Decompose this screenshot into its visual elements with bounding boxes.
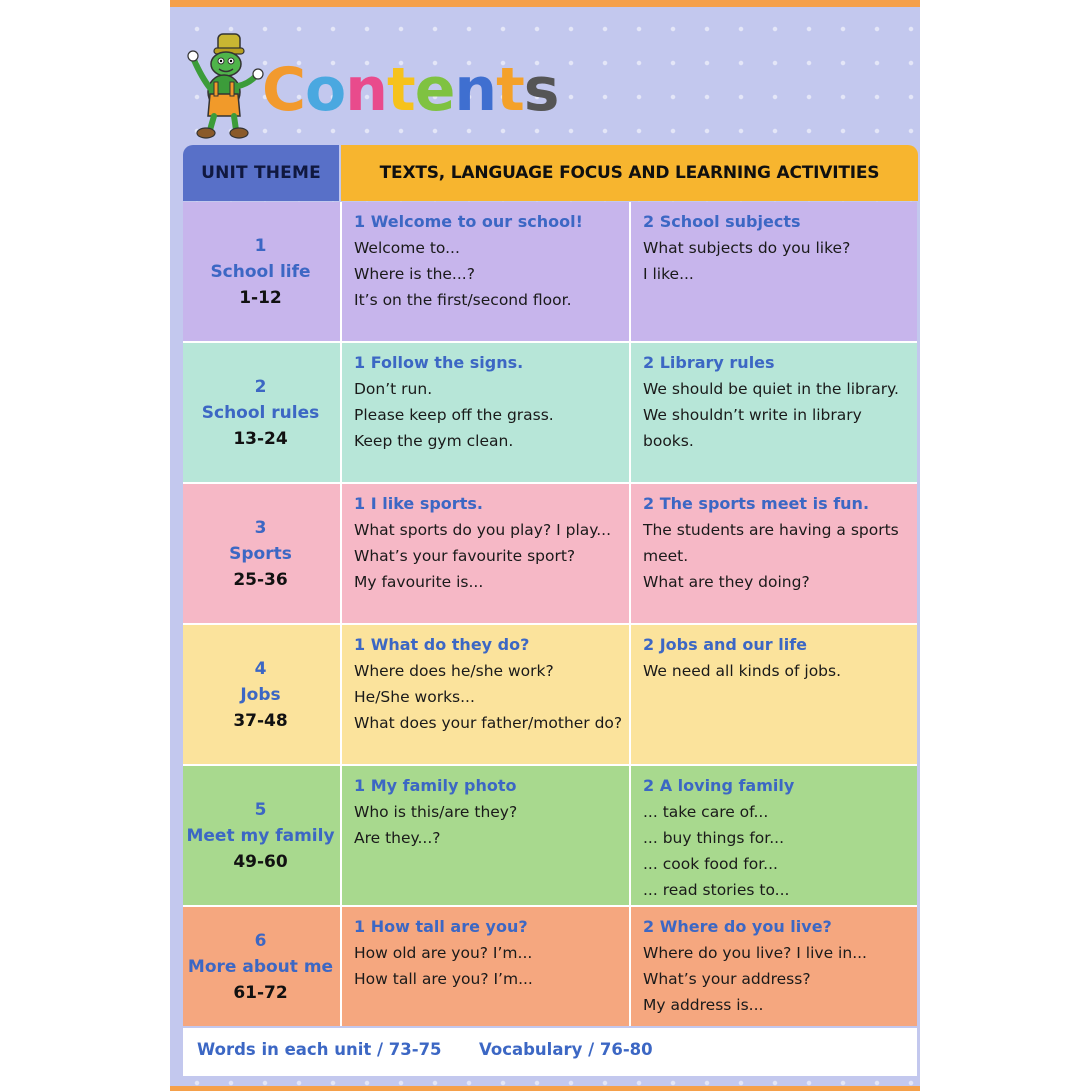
lesson-line: Where is the...? bbox=[354, 265, 475, 283]
title-letter: t bbox=[387, 55, 415, 125]
lesson-line: Don’t run. bbox=[354, 380, 433, 398]
lesson-cell[interactable] bbox=[629, 907, 917, 1026]
title-letter: n bbox=[345, 55, 387, 125]
unit-number: 3 bbox=[254, 517, 267, 538]
lesson-line: How old are you? I’m... bbox=[354, 944, 533, 962]
lesson-cell[interactable] bbox=[340, 202, 627, 341]
lesson-line: Welcome to... bbox=[354, 239, 460, 257]
lesson-line: ... read stories to... bbox=[643, 881, 790, 899]
lesson-line: Keep the gym clean. bbox=[354, 432, 514, 450]
lesson-title: 2 Where do you live? bbox=[643, 917, 832, 936]
unit-pages: 49-60 bbox=[233, 851, 288, 872]
unit-name: Sports bbox=[229, 543, 292, 564]
footer-vocabulary-link[interactable]: Vocabulary / 76-80 bbox=[479, 1040, 653, 1059]
unit-pages: 25-36 bbox=[233, 569, 288, 590]
lesson-line: What does your father/mother do? bbox=[354, 714, 623, 732]
lesson-title: 1 My family photo bbox=[354, 776, 517, 795]
unit-row-1 bbox=[183, 202, 917, 341]
lesson-cell[interactable] bbox=[629, 625, 917, 764]
unit-cell[interactable] bbox=[183, 202, 338, 341]
lesson-line: It’s on the first/second floor. bbox=[354, 291, 572, 309]
unit-name: Jobs bbox=[240, 684, 281, 705]
lesson-title: 1 I like sports. bbox=[354, 494, 483, 513]
lesson-line: My address is... bbox=[643, 996, 764, 1014]
header-unit-theme: UNIT THEME bbox=[183, 145, 339, 201]
unit-row-3 bbox=[183, 484, 917, 623]
unit-pages: 13-24 bbox=[233, 428, 288, 449]
lesson-title: 2 Jobs and our life bbox=[643, 635, 808, 654]
lesson-title: 1 What do they do? bbox=[354, 635, 530, 654]
footer-words-link[interactable]: Words in each unit / 73-75 bbox=[197, 1040, 442, 1059]
unit-row-6 bbox=[183, 907, 917, 1026]
lesson-line: Please keep off the grass. bbox=[354, 406, 554, 424]
contents-page bbox=[170, 0, 920, 1091]
lesson-title: 2 Library rules bbox=[643, 353, 775, 372]
lesson-line: Where do you live? I live in... bbox=[643, 944, 867, 962]
unit-cell[interactable] bbox=[183, 484, 338, 623]
lesson-line: What’s your favourite sport? bbox=[354, 547, 576, 565]
lesson-cell[interactable] bbox=[629, 343, 917, 482]
lesson-title: 1 Welcome to our school! bbox=[354, 212, 583, 231]
lesson-title: 2 School subjects bbox=[643, 212, 801, 231]
page-title bbox=[262, 55, 559, 125]
lesson-line: How tall are you? I’m... bbox=[354, 970, 533, 988]
lesson-line: We need all kinds of jobs. bbox=[643, 662, 842, 680]
top-stripe bbox=[170, 0, 920, 7]
lesson-line: He/She works... bbox=[354, 688, 475, 706]
lesson-line: Are they...? bbox=[354, 829, 441, 847]
unit-pages: 1-12 bbox=[239, 287, 282, 308]
unit-cell[interactable] bbox=[183, 766, 338, 905]
lesson-line: The students are having a sports bbox=[643, 521, 899, 539]
lesson-line: books. bbox=[643, 432, 694, 450]
lesson-cell[interactable] bbox=[340, 907, 627, 1026]
lesson-line: I like... bbox=[643, 265, 694, 283]
unit-name: School life bbox=[210, 261, 311, 282]
unit-cell[interactable] bbox=[183, 343, 338, 482]
unit-cell[interactable] bbox=[183, 625, 338, 764]
unit-row-5 bbox=[183, 766, 917, 905]
title-letter: s bbox=[523, 55, 559, 125]
unit-name: More about me bbox=[187, 956, 334, 977]
lesson-line: Where does he/she work? bbox=[354, 662, 554, 680]
lesson-cell[interactable] bbox=[340, 625, 627, 764]
lesson-cell[interactable] bbox=[340, 484, 627, 623]
lesson-line: My favourite is... bbox=[354, 573, 484, 591]
mascot-illustration bbox=[184, 30, 266, 142]
bottom-stripe bbox=[170, 1086, 920, 1091]
lesson-line: ... take care of... bbox=[643, 803, 769, 821]
unit-row-4 bbox=[183, 625, 917, 764]
lesson-cell[interactable] bbox=[629, 484, 917, 623]
unit-name: Meet my family bbox=[186, 825, 335, 846]
lesson-cell[interactable] bbox=[629, 766, 917, 905]
unit-number: 4 bbox=[254, 658, 267, 679]
unit-number: 2 bbox=[254, 376, 267, 397]
unit-number: 5 bbox=[254, 799, 267, 820]
unit-number: 1 bbox=[254, 235, 267, 256]
lesson-line: ... cook food for... bbox=[643, 855, 778, 873]
lesson-line: We shouldn’t write in library bbox=[643, 406, 862, 424]
unit-number: 6 bbox=[254, 930, 267, 951]
lesson-title: 2 A loving family bbox=[643, 776, 795, 795]
unit-row-2 bbox=[183, 343, 917, 482]
header-texts: TEXTS, LANGUAGE FOCUS AND LEARNING ACTIVITIES bbox=[341, 145, 918, 201]
lesson-line: Who is this/are they? bbox=[354, 803, 518, 821]
lesson-cell[interactable] bbox=[340, 343, 627, 482]
title-letter: e bbox=[414, 55, 455, 125]
unit-cell[interactable] bbox=[183, 907, 338, 1026]
lesson-line: What are they doing? bbox=[643, 573, 810, 591]
title-letter: n bbox=[454, 55, 497, 125]
lesson-line: What subjects do you like? bbox=[643, 239, 851, 257]
lesson-cell[interactable] bbox=[340, 766, 627, 905]
title-letter: t bbox=[496, 55, 524, 125]
lesson-line: ... buy things for... bbox=[643, 829, 785, 847]
lesson-line: What’s your address? bbox=[643, 970, 811, 988]
title-letter: o bbox=[305, 55, 346, 125]
unit-pages: 61-72 bbox=[233, 982, 288, 1003]
lesson-title: 1 How tall are you? bbox=[354, 917, 528, 936]
lesson-line: We should be quiet in the library. bbox=[643, 380, 899, 398]
lesson-line: What sports do you play? I play... bbox=[354, 521, 612, 539]
lesson-line: meet. bbox=[643, 547, 689, 565]
lesson-title: 2 The sports meet is fun. bbox=[643, 494, 870, 513]
unit-name: School rules bbox=[201, 402, 320, 423]
footer bbox=[183, 1028, 917, 1076]
lesson-cell[interactable] bbox=[629, 202, 917, 341]
lesson-title: 1 Follow the signs. bbox=[354, 353, 524, 372]
unit-pages: 37-48 bbox=[233, 710, 288, 731]
title-letter: C bbox=[262, 55, 306, 125]
